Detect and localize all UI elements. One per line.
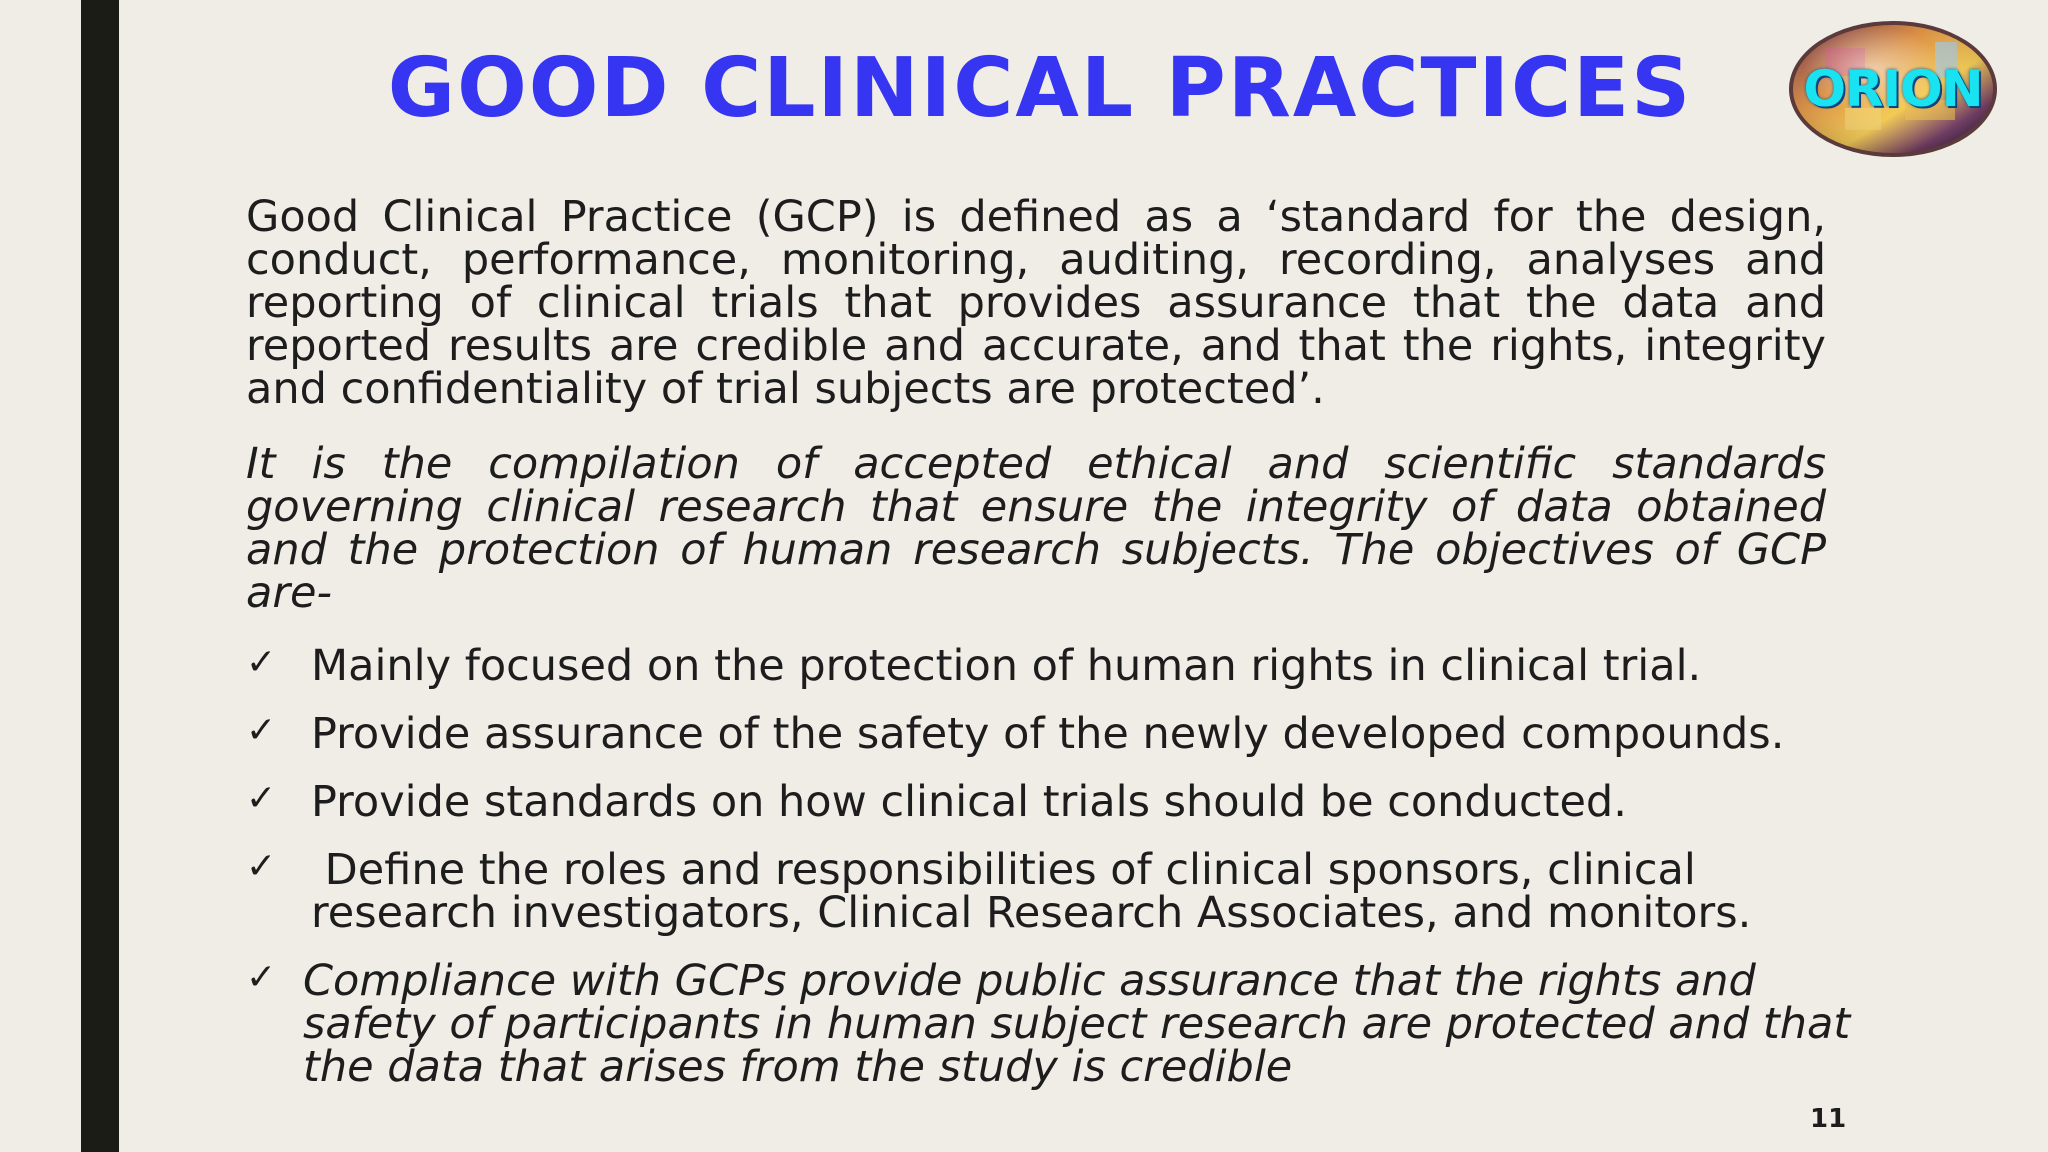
checkmark-icon: ✓ xyxy=(246,846,277,887)
gcp-definition-paragraph: Good Clinical Practice (GCP) is defined as a ‘standard for the design, conduct, performance, monitoring, auditing, recording, analyses and reporting of clinical trials that provides assurance that the data and reported results are credible and accurate, and that the rights, integrity and confidentiality of trial subjects are protected’. xyxy=(246,192,1826,414)
orion-logo xyxy=(1785,18,2001,160)
left-accent-bar xyxy=(81,0,119,1152)
slide-title: GOOD CLINICAL PRACTICES xyxy=(387,41,1693,136)
list-item-text: Compliance with GCPs provide public assurance that the rights and safety of participants in human subject research are protected and that the data that arises from the study is credible xyxy=(303,956,1851,1092)
page-number: 11 xyxy=(1810,1104,1847,1134)
list-item xyxy=(246,709,1871,759)
logo-text: ORION xyxy=(1803,60,1983,118)
list-item-text: Provide assurance of the safety of the newly developed compounds. xyxy=(311,709,1785,759)
checkmark-icon: ✓ xyxy=(246,710,277,751)
gcp-compilation-paragraph: It is the compilation of accepted ethical and scientific standards governing clinical research that ensure the integrity of data obtained and the protection of human research subjects. The objectives of GCP are- xyxy=(246,439,1826,618)
list-item xyxy=(246,641,1871,691)
checkmark-icon: ✓ xyxy=(246,778,277,819)
list-item xyxy=(246,956,1863,1092)
list-item xyxy=(246,777,1871,827)
slide-body xyxy=(246,192,1851,1114)
objectives-list xyxy=(246,641,1851,1092)
list-item-text: Provide standards on how clinical trials should be conducted. xyxy=(311,777,1627,827)
checkmark-icon: ✓ xyxy=(246,957,277,998)
list-item-text: Define the roles and responsibilities of clinical sponsors, clinical research investigators, Clinical Research Associates, and monitors. xyxy=(311,845,1752,938)
list-item xyxy=(246,845,1871,938)
list-item-text: Mainly focused on the protection of human rights in clinical trial. xyxy=(311,641,1702,691)
checkmark-icon: ✓ xyxy=(246,642,277,683)
